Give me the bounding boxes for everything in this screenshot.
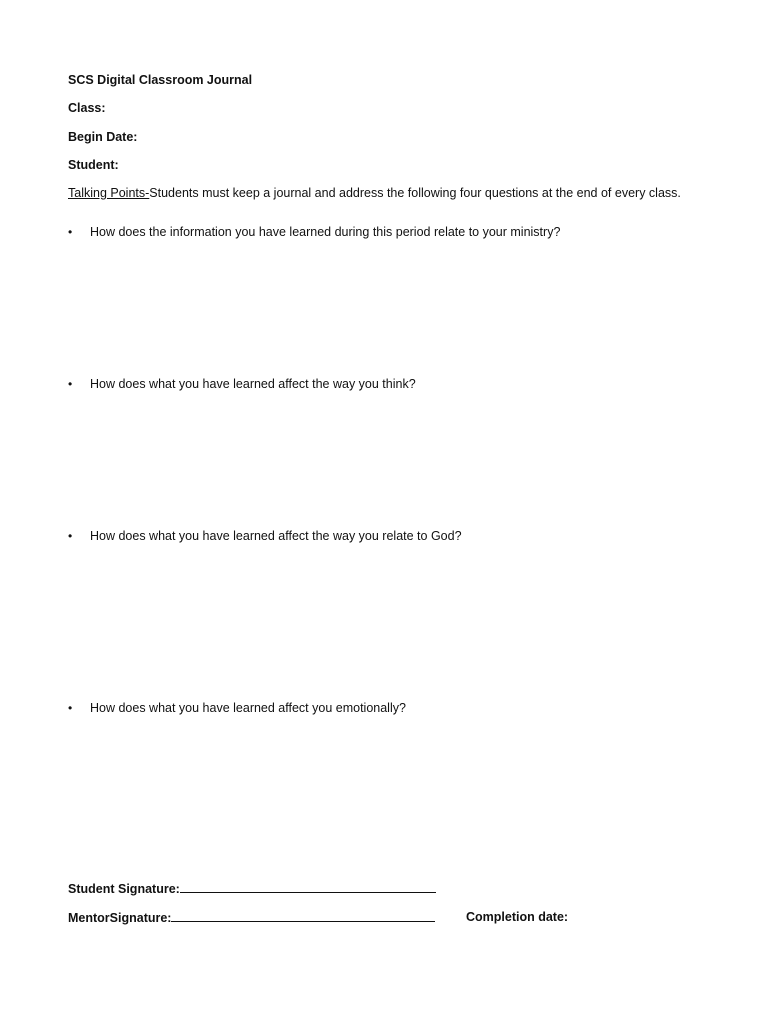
question-text: How does what you have learned affect the way you relate to God?	[90, 529, 462, 543]
question-text: How does the information you have learned during this period relate to your ministry?	[90, 225, 561, 239]
bullet-icon: •	[68, 529, 73, 543]
talking-points-heading: Talking Points-	[68, 186, 150, 200]
student-label: Student:	[68, 158, 119, 172]
bullet-icon: •	[68, 225, 73, 239]
class-label: Class:	[68, 101, 106, 115]
mentor-signature-row	[68, 909, 435, 926]
question-4	[68, 700, 406, 716]
bullet-icon: •	[68, 701, 73, 715]
form-title: SCS Digital Classroom Journal	[68, 73, 253, 87]
student-signature-label: Student Signature:	[68, 882, 180, 896]
question-1	[68, 224, 560, 240]
bullet-icon: •	[68, 377, 73, 391]
begin-date-label: Begin Date:	[68, 130, 138, 144]
question-2	[68, 376, 416, 392]
completion-date-label: Completion date:	[466, 910, 569, 924]
question-3	[68, 528, 462, 544]
question-text: How does what you have learned affect you emotionally?	[90, 701, 406, 715]
mentor-signature-field[interactable]	[171, 909, 435, 922]
mentor-signature-label: MentorSignature:	[68, 911, 172, 925]
talking-points-intro: Students must keep a journal and address the following four questions at the end of every class.	[149, 186, 681, 200]
student-signature-row	[68, 880, 436, 897]
talking-points-paragraph	[68, 184, 688, 203]
student-signature-field[interactable]	[180, 880, 436, 893]
question-text: How does what you have learned affect the way you think?	[90, 377, 416, 391]
